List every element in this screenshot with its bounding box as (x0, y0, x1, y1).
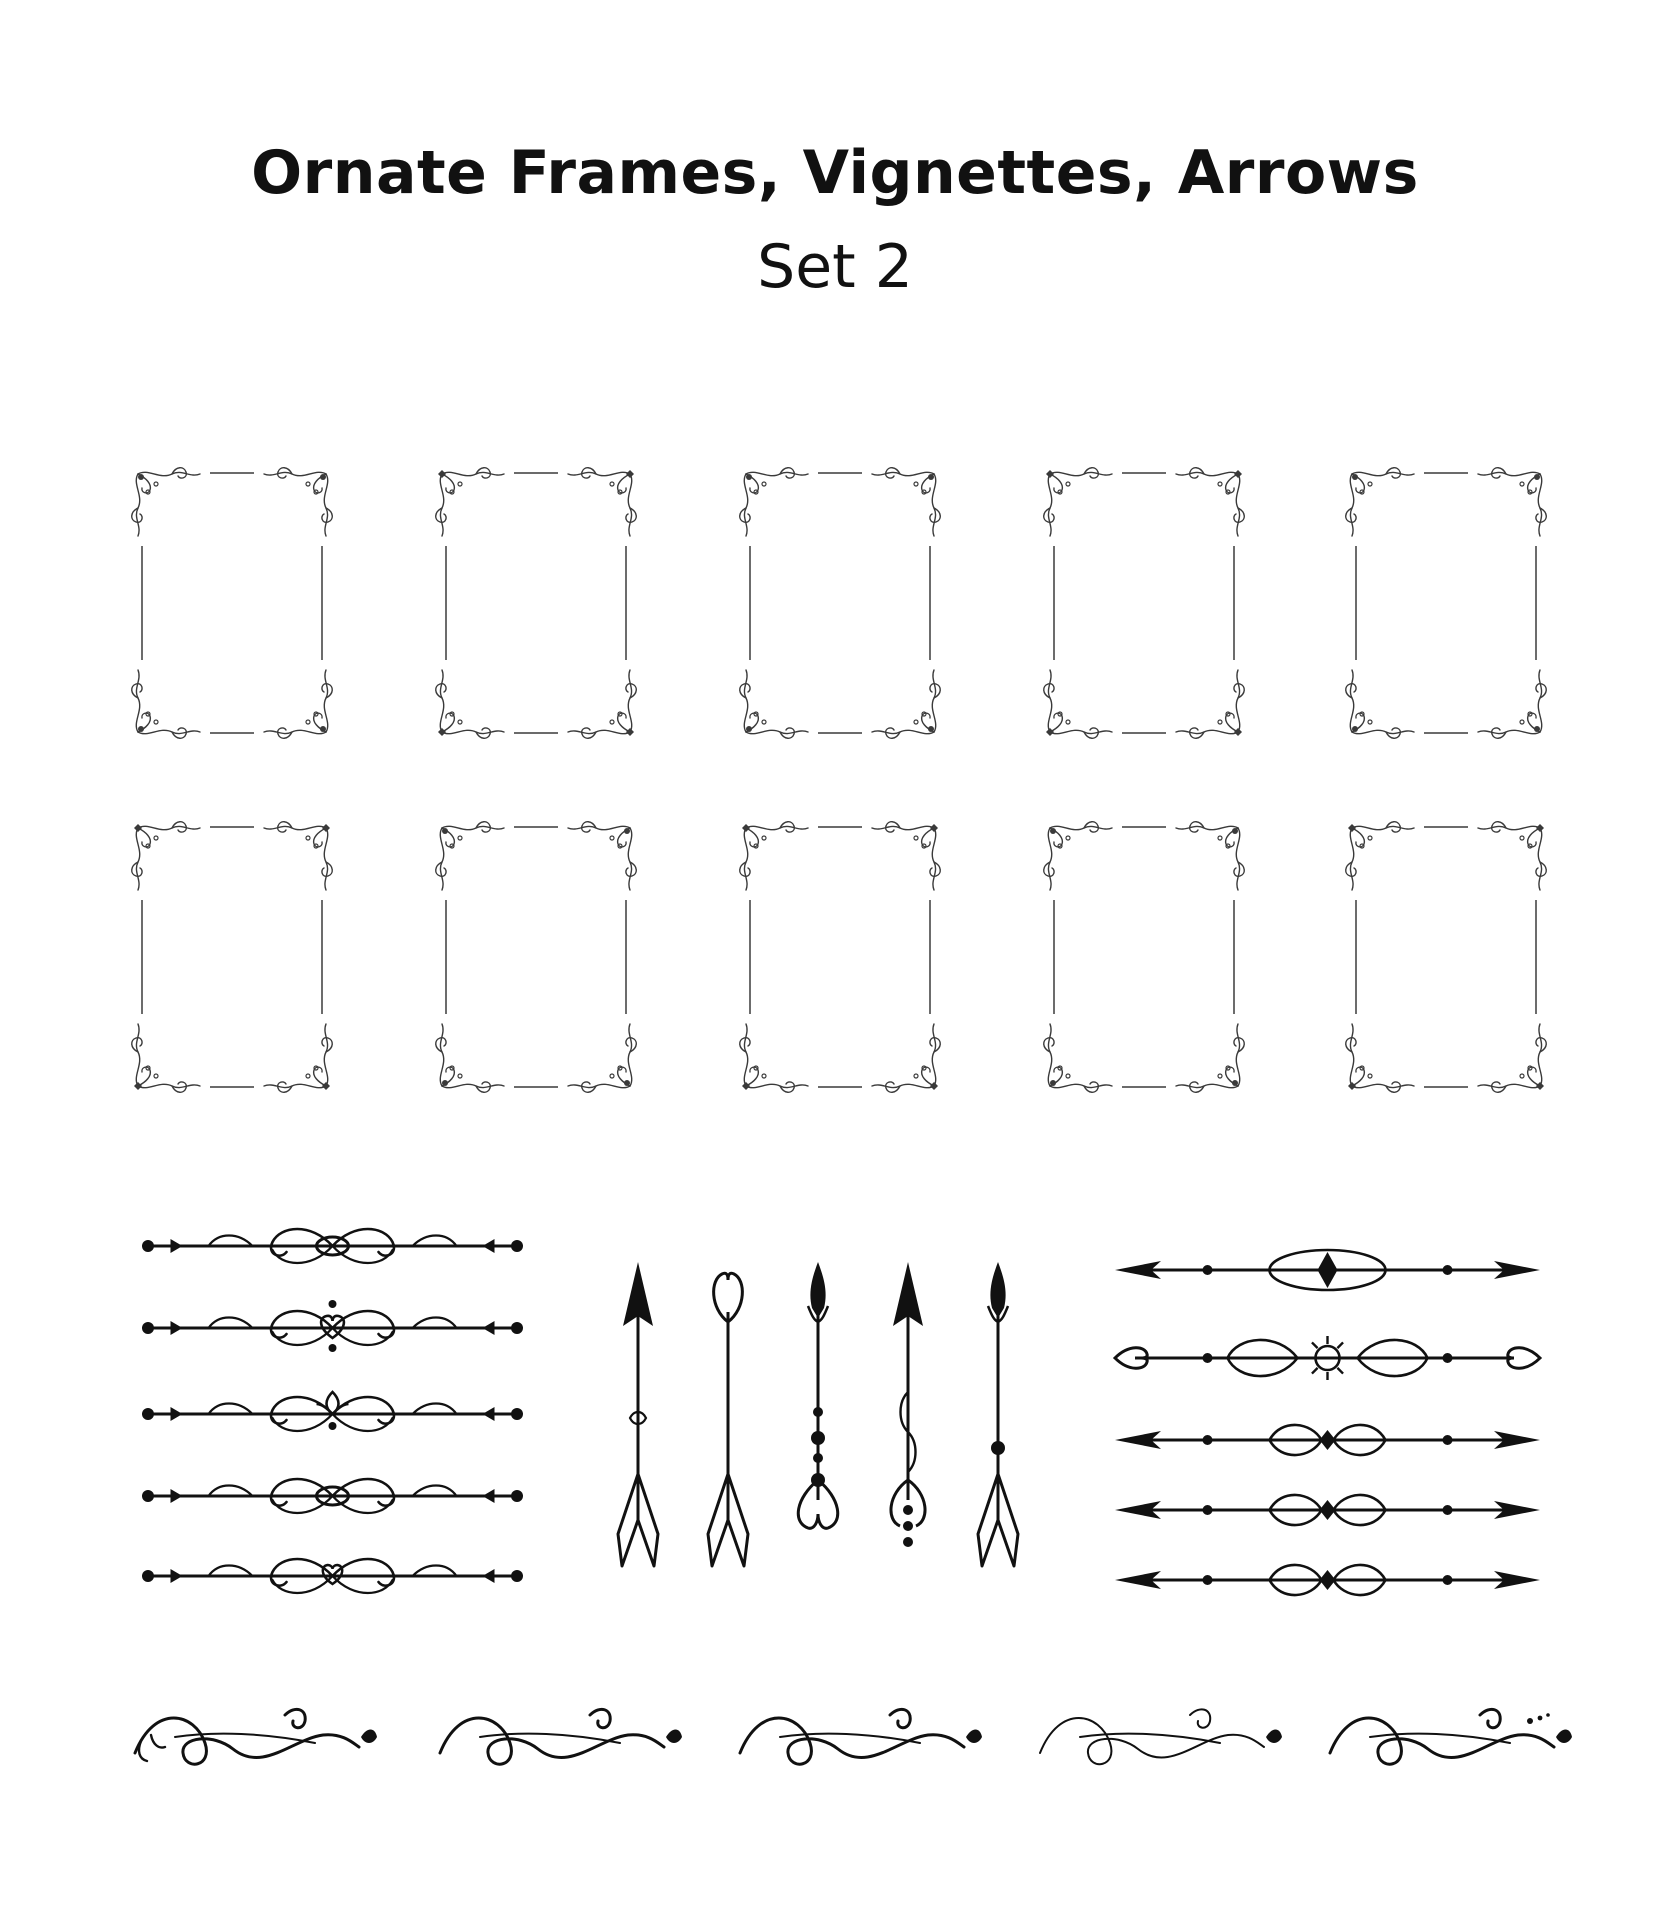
frame-corner-ornament (264, 468, 332, 536)
horizontal-arrow (1115, 1336, 1540, 1380)
frame-corner-ornament (740, 670, 808, 738)
frame-corner-ornament (568, 468, 636, 536)
vertical-arrows (618, 1262, 1018, 1566)
frame-corner-ornament (740, 468, 808, 536)
frame-4 (1044, 468, 1245, 739)
frame-corner-ornament (1044, 468, 1112, 536)
flourish-ornament (135, 1709, 377, 1764)
frame-corner-ornament (1176, 670, 1244, 738)
frame-corner-ornament (1346, 670, 1414, 738)
flourish-ornament (1040, 1709, 1282, 1764)
frame-corner-ornament (1044, 822, 1112, 890)
flourish-ornament (740, 1709, 982, 1764)
frame-7 (436, 822, 637, 1093)
frame-corner-ornament (436, 670, 504, 738)
page-subtitle: Set 2 (757, 232, 913, 302)
frame-corner-ornament (264, 670, 332, 738)
frame-1 (132, 468, 333, 739)
frame-corner-ornament (132, 468, 200, 536)
frame-corner-ornament (1176, 468, 1244, 536)
vignette-divider (142, 1479, 523, 1513)
frame-corner-ornament (872, 468, 940, 536)
flourish-ornament (1330, 1709, 1572, 1764)
frame-corner-ornament (872, 822, 940, 890)
frame-corner-ornament (568, 822, 636, 890)
vertical-arrow (891, 1262, 925, 1547)
vignette-divider (142, 1559, 523, 1593)
frame-corner-ornament (1346, 468, 1414, 536)
flourishes-row (135, 1709, 1572, 1764)
vertical-arrow (798, 1262, 837, 1528)
frame-corner-ornament (1478, 468, 1546, 536)
frame-corner-ornament (1176, 822, 1244, 890)
frame-10 (1346, 822, 1547, 1093)
vignette-dividers (142, 1229, 523, 1593)
frame-corner-ornament (1346, 1024, 1414, 1092)
horizontal-arrows (1115, 1250, 1540, 1595)
frame-corner-ornament (264, 822, 332, 890)
horizontal-arrow (1115, 1250, 1540, 1290)
flourish-ornament (440, 1709, 682, 1764)
frame-corner-ornament (1478, 1024, 1546, 1092)
frame-6 (132, 822, 333, 1093)
frame-8 (740, 822, 941, 1093)
frame-corner-ornament (740, 822, 808, 890)
frame-corner-ornament (132, 670, 200, 738)
vignette-divider (142, 1392, 523, 1431)
frame-2 (436, 468, 637, 739)
frame-corner-ornament (1346, 822, 1414, 890)
frame-3 (740, 468, 941, 739)
vignette-divider (142, 1300, 523, 1352)
frame-corner-ornament (132, 822, 200, 890)
frame-corner-ornament (132, 1024, 200, 1092)
frame-corner-ornament (1044, 1024, 1112, 1092)
frame-corner-ornament (1478, 670, 1546, 738)
vertical-arrow (708, 1273, 748, 1566)
frame-corner-ornament (568, 670, 636, 738)
frames-grid (132, 468, 1547, 1093)
frame-5 (1346, 468, 1547, 739)
horizontal-arrow (1115, 1565, 1540, 1595)
frame-corner-ornament (1176, 1024, 1244, 1092)
vignette-divider (142, 1229, 523, 1263)
frame-corner-ornament (436, 468, 504, 536)
horizontal-arrow (1115, 1495, 1540, 1525)
frame-corner-ornament (264, 1024, 332, 1092)
frame-corner-ornament (1478, 822, 1546, 890)
frame-corner-ornament (1044, 670, 1112, 738)
horizontal-arrow (1115, 1425, 1540, 1455)
vertical-arrow (618, 1262, 658, 1566)
vertical-arrow (978, 1262, 1018, 1566)
frame-corner-ornament (872, 670, 940, 738)
frame-corner-ornament (436, 1024, 504, 1092)
frame-corner-ornament (872, 1024, 940, 1092)
page-title: Ornate Frames, Vignettes, Arrows (251, 138, 1419, 208)
frame-corner-ornament (740, 1024, 808, 1092)
frame-corner-ornament (568, 1024, 636, 1092)
frame-9 (1044, 822, 1245, 1093)
frame-corner-ornament (436, 822, 504, 890)
